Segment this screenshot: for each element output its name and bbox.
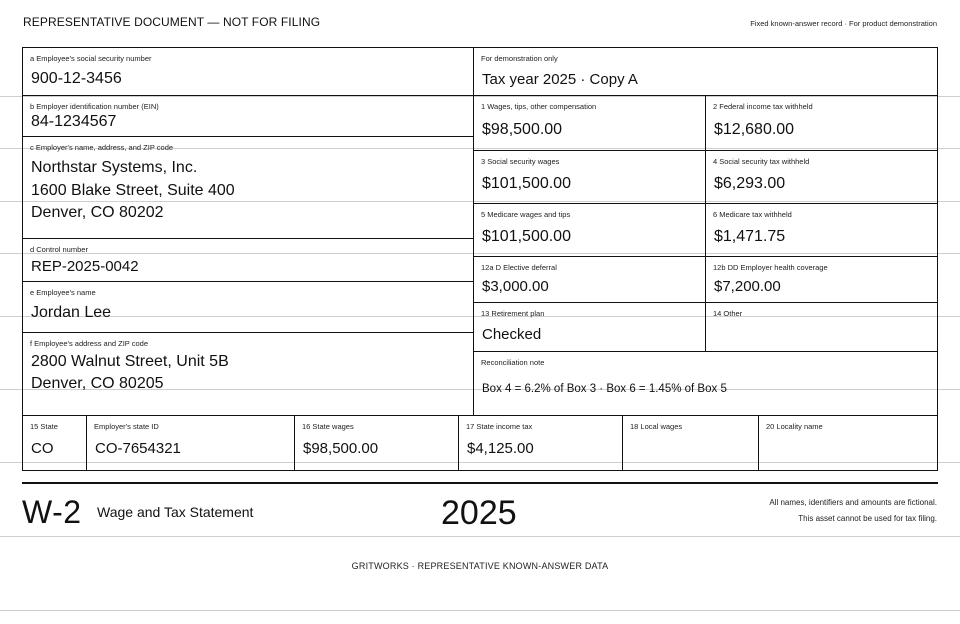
box-17-label: 17 State income tax — [466, 422, 533, 431]
wages-tips-value: $98,500.00 — [482, 121, 563, 138]
box-c — [23, 137, 474, 239]
ruling-line — [0, 610, 960, 611]
ruling-line — [0, 536, 960, 537]
state-id-value: CO-7654321 — [95, 440, 181, 457]
box-16 — [295, 416, 459, 471]
box-14 — [706, 303, 937, 352]
box-4 — [706, 151, 937, 204]
health-coverage-value: $7,200.00 — [714, 278, 781, 295]
document-header-note: Fixed known-answer record · For product demonstration — [750, 19, 937, 28]
box-12b — [706, 257, 937, 303]
box-14-label: 14 Other — [713, 309, 743, 318]
box-17 — [459, 416, 623, 471]
box-3 — [474, 151, 706, 204]
box-5 — [474, 204, 706, 257]
box-a-label: a Employee's social security number — [30, 54, 152, 63]
demo-box — [474, 48, 937, 96]
federal-tax-value: $12,680.00 — [714, 121, 795, 138]
box-13-label: 13 Retirement plan — [481, 309, 545, 318]
box-12b-label: 12b DD Employer health coverage — [713, 263, 828, 272]
document-header: REPRESENTATIVE DOCUMENT — NOT FOR FILING — [23, 15, 321, 29]
box-b-label: b Employer identification number (EIN) — [30, 102, 159, 111]
medicare-wages-value: $101,500.00 — [482, 228, 571, 245]
retirement-plan-value: Checked — [482, 326, 542, 343]
employee-city: Denver, CO 80205 — [31, 375, 164, 392]
ss-tax-value: $6,293.00 — [714, 175, 786, 192]
box-a — [23, 48, 474, 96]
box-13 — [474, 303, 706, 352]
box-4-label: 4 Social security tax withheld — [713, 157, 810, 166]
employee-street: 2800 Walnut Street, Unit 5B — [31, 353, 229, 370]
disclaimer-line-1: All names, identifiers and amounts are fictional. — [769, 498, 937, 507]
box-1 — [474, 96, 706, 151]
employee-ssn: 900-12-3456 — [31, 70, 122, 87]
box-1-label: 1 Wages, tips, other compensation — [481, 102, 597, 111]
box-6-label: 6 Medicare tax withheld — [713, 210, 792, 219]
form-year: 2025 — [441, 494, 517, 532]
employer-city: Denver, CO 80202 — [31, 204, 164, 221]
employer-ein: 84-1234567 — [31, 113, 117, 130]
box-18-label: 18 Local wages — [630, 422, 683, 431]
box-6 — [706, 204, 937, 257]
elective-deferral-value: $3,000.00 — [482, 278, 549, 295]
box-2-label: 2 Federal income tax withheld — [713, 102, 813, 111]
demo-box-label: For demonstration only — [481, 54, 558, 63]
form-title: W-2 — [22, 494, 82, 530]
disclaimer-line-2: This asset cannot be used for tax filing. — [798, 514, 937, 523]
box-f — [23, 333, 474, 416]
box-d — [23, 239, 474, 282]
box-e-label: e Employee's name — [30, 288, 96, 297]
state-id-box — [87, 416, 295, 471]
control-number: REP-2025-0042 — [31, 258, 139, 275]
form-subtitle: Wage and Tax Statement — [97, 504, 254, 520]
state-tax-value: $4,125.00 — [467, 440, 534, 457]
medicare-tax-value: $1,471.75 — [714, 228, 786, 245]
box-15 — [23, 416, 87, 471]
box-20-label: 20 Locality name — [766, 422, 823, 431]
box-3-label: 3 Social security wages — [481, 157, 560, 166]
box-16-label: 16 State wages — [302, 422, 354, 431]
w2-form — [22, 47, 938, 471]
box-d-label: d Control number — [30, 245, 88, 254]
reconciliation-box — [474, 352, 937, 416]
box-15-label: 15 State — [30, 422, 58, 431]
state-wages-value: $98,500.00 — [303, 440, 379, 457]
page-footer: GRITWORKS · REPRESENTATIVE KNOWN-ANSWER DATA — [351, 561, 609, 571]
box-2 — [706, 96, 937, 151]
reconciliation-label: Reconciliation note — [481, 358, 545, 367]
box-12a — [474, 257, 706, 303]
ss-wages-value: $101,500.00 — [482, 175, 571, 192]
state-value: CO — [31, 440, 54, 457]
box-20 — [759, 416, 937, 471]
box-5-label: 5 Medicare wages and tips — [481, 210, 571, 219]
tax-year-copy: Tax year 2025 · Copy A — [482, 71, 638, 88]
box-c-label: c Employer's name, address, and ZIP code — [30, 143, 174, 152]
employer-street: 1600 Blake Street, Suite 400 — [31, 182, 235, 199]
box-e — [23, 282, 474, 333]
box-12a-label: 12a D Elective deferral — [481, 263, 557, 272]
state-id-label: Employer's state ID — [94, 422, 159, 431]
employer-name: Northstar Systems, Inc. — [31, 159, 198, 176]
box-18 — [623, 416, 759, 471]
reconciliation-note: Box 4 = 6.2% of Box 3 · Box 6 = 1.45% of Box 5 — [482, 383, 727, 395]
box-b — [23, 96, 474, 137]
box-f-label: f Employee's address and ZIP code — [30, 339, 149, 348]
title-divider — [22, 482, 938, 484]
employee-name: Jordan Lee — [31, 304, 112, 321]
